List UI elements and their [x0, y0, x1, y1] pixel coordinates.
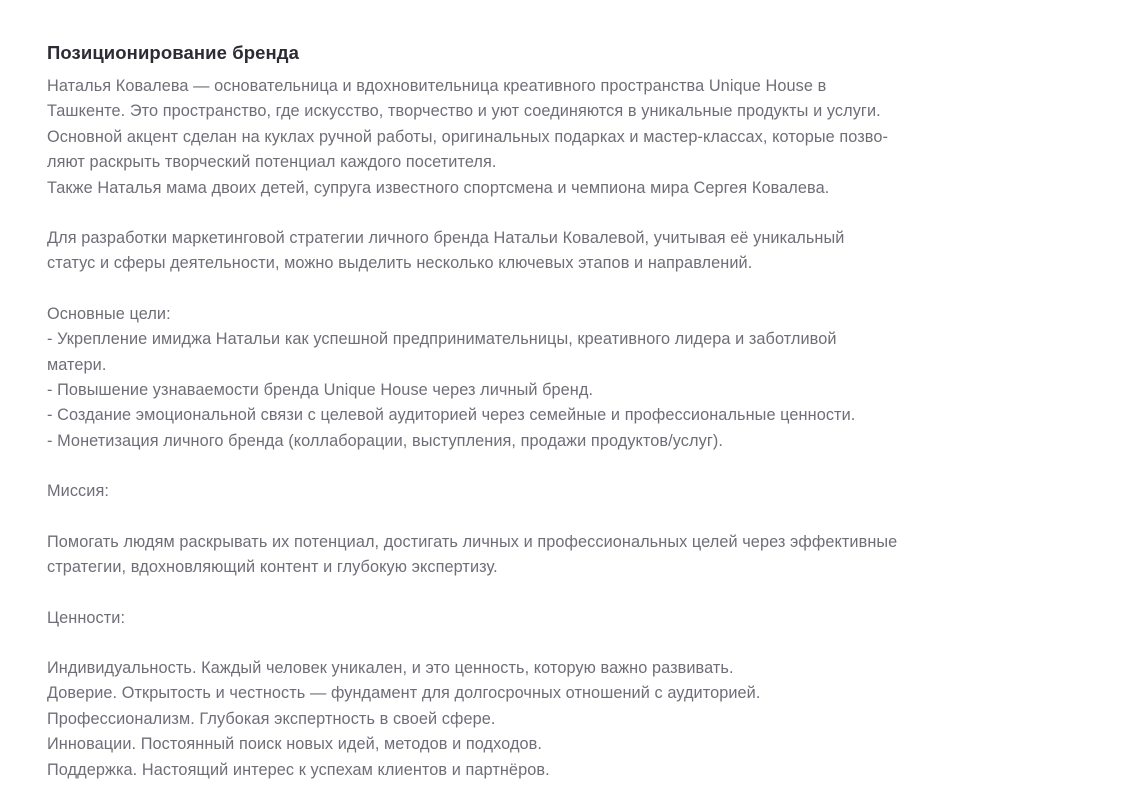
paragraph-strategy-intro: [47, 226, 1049, 277]
text-line: Основной акцент сделан на куклах ручной работы, оригинальных подарках и мастер-классах, которые позво-: [47, 127, 888, 146]
list-item: Доверие. Открытость и честность — фундамент для долгосрочных отношений с аудиторией.: [47, 684, 761, 703]
section-heading-mission: [47, 479, 1049, 504]
list-item: Профессионализм. Глубокая экспертность в своей сфере.: [47, 709, 496, 728]
text-line: Ценности:: [47, 608, 126, 627]
list-item: - Повышение узнаваемости бренда Unique House через личный бренд.: [47, 381, 594, 400]
list-item: Поддержка. Настоящий интерес к успехам клиентов и партнёров.: [47, 760, 550, 779]
text-line: ляют раскрыть творческий потенциал каждого посетителя.: [47, 153, 497, 172]
text-line: Ташкенте. Это пространство, где искусство, творчество и уют соединяются в уникальные продукты и услуги.: [47, 102, 881, 121]
text-line: матери.: [47, 355, 107, 374]
list-item: Инновации. Постоянный поиск новых идей, методов и подходов.: [47, 735, 543, 754]
text-line: Для разработки маркетинговой стратегии личного бренда Натальи Ковалевой, учитывая её уникальный: [47, 229, 845, 248]
list-item: - Создание эмоциональной связи с целевой аудиторией через семейные и профессиональные ценности.: [47, 406, 856, 425]
list-item: - Укрепление имиджа Натальи как успешной предпринимательницы, креативного лидера и заботливой: [47, 330, 837, 349]
document-body: [47, 40, 1049, 783]
paragraph-mission: [47, 530, 1049, 581]
list-item: Индивидуальность. Каждый человек уникален, и это ценность, которую важно развивать.: [47, 658, 734, 677]
text-line: Помогать людям раскрывать их потенциал, достигать личных и профессиональных целей через эффективные: [47, 532, 898, 551]
paragraph-intro: [47, 74, 1049, 201]
text-line: статус и сферы деятельности, можно выделить несколько ключевых этапов и направлений.: [47, 254, 753, 273]
section-heading-goals: Основные цели:: [47, 304, 171, 323]
section-heading-values: [47, 606, 1049, 631]
page-title: Позиционирование бренда: [47, 42, 300, 63]
section-values: [47, 656, 1049, 783]
text-line: Миссия:: [47, 482, 109, 501]
text-line: Также Наталья мама двоих детей, супруга известного спортсмена и чемпиона мира Сергея Ковалева.: [47, 178, 830, 197]
text-line: Наталья Ковалева — основательница и вдохновительница креативного пространства Unique House в: [47, 77, 827, 95]
list-item: - Монетизация личного бренда (коллаборации, выступления, продажи продуктов/услуг).: [47, 431, 723, 450]
text-line: стратегии, вдохновляющий контент и глубокую экспертизу.: [47, 558, 498, 577]
section-goals: [47, 302, 1049, 454]
